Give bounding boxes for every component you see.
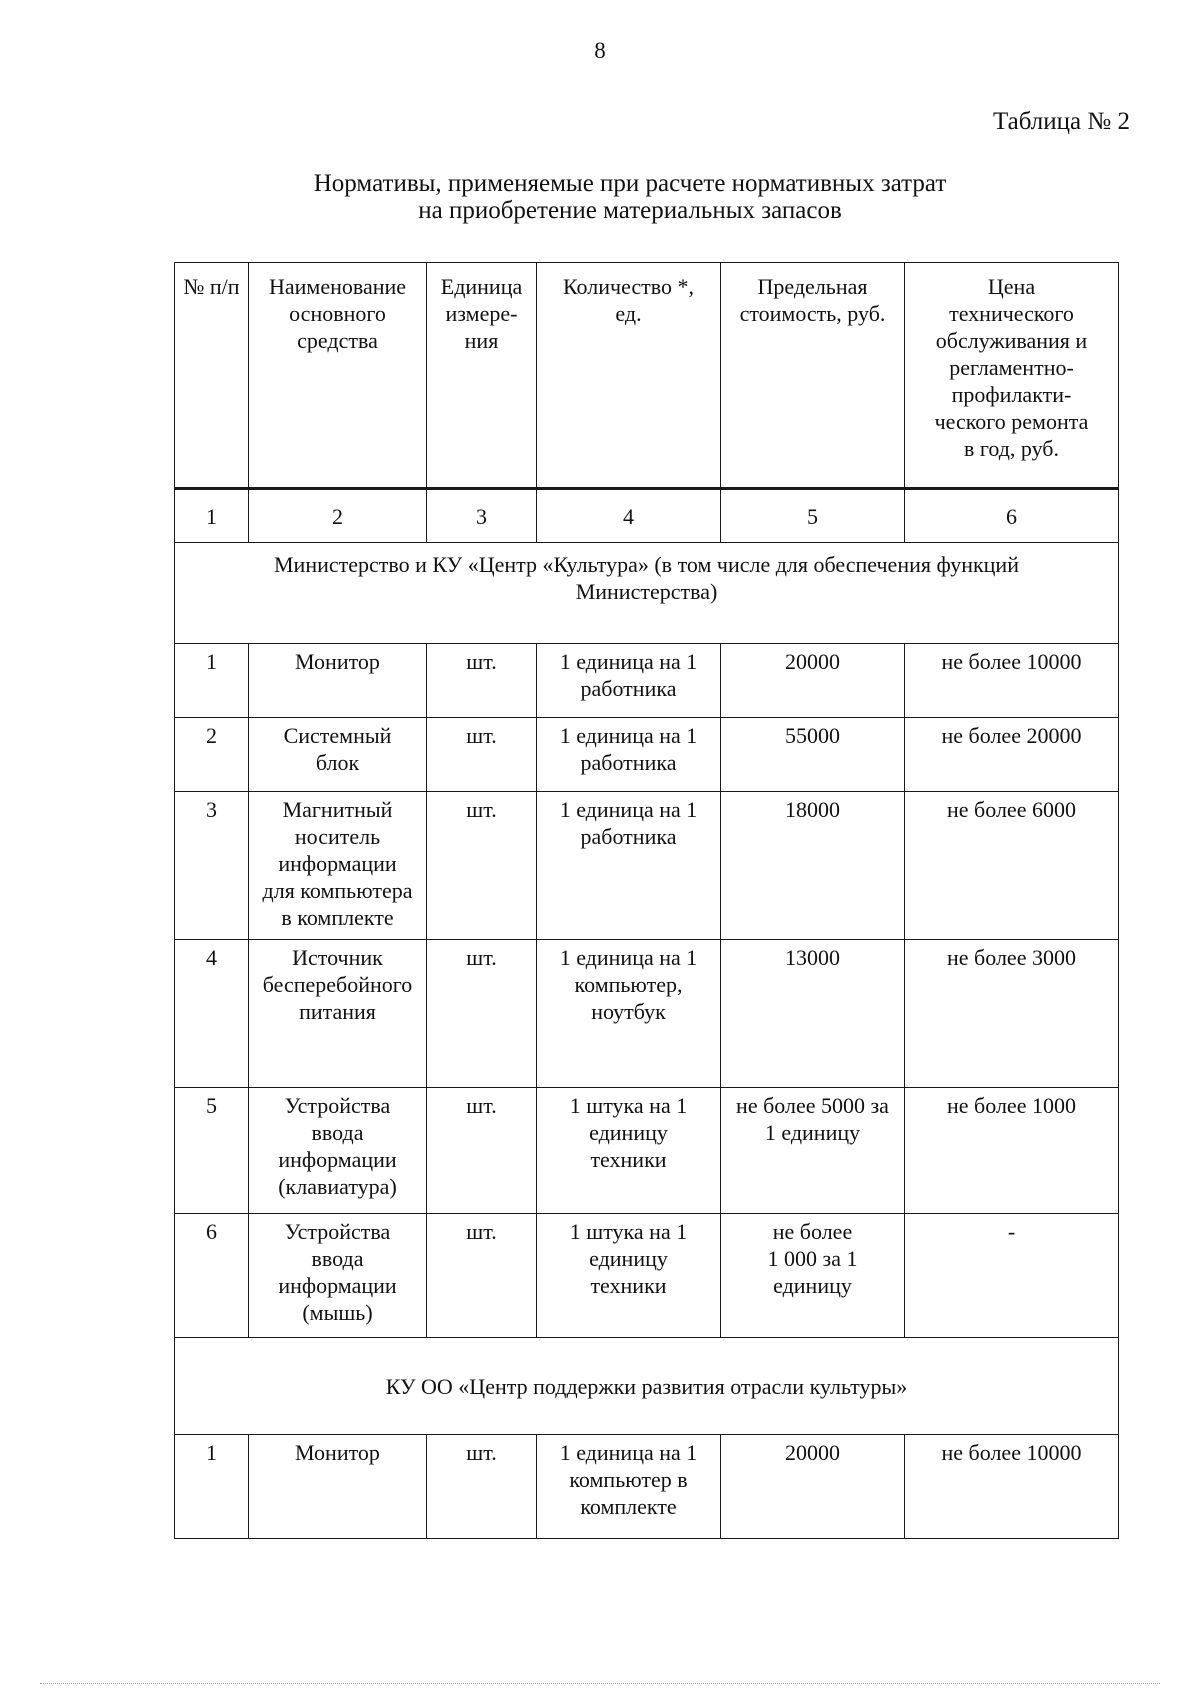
cell-text-line: технического (949, 301, 1074, 326)
row-number-cell: 6 (175, 1214, 249, 1338)
unit-cell: шт. (427, 792, 537, 940)
cell-text-line: регламентно- (949, 355, 1074, 380)
quantity-cell (537, 940, 721, 1088)
row-number-cell: 3 (175, 792, 249, 940)
header-cell-quantity (537, 263, 721, 489)
cell-text-line: профилакти- (951, 382, 1072, 407)
cell-text-line: не более 20000 (941, 723, 1082, 748)
cell-text-line: компьютер в (569, 1467, 688, 1492)
cell-text-line: Монитор (295, 649, 380, 674)
column-number: 1 (175, 489, 249, 543)
item-name-cell (249, 1088, 427, 1214)
max-cost-cell (721, 644, 905, 718)
cell-text-line: единицу (773, 1273, 852, 1298)
cell-text-line: питания (299, 999, 376, 1024)
unit-cell: шт. (427, 1214, 537, 1338)
service-cost-cell (905, 718, 1119, 792)
header-cell-unit (427, 263, 537, 489)
cell-text-line: 20000 (785, 649, 840, 674)
section-heading-center: КУ ОО «Центр поддержки развития отрасли культуры» (175, 1338, 1119, 1435)
cell-text-line: 1 единица на 1 (559, 1440, 698, 1465)
cell-text-line: 1 единицу (764, 1120, 861, 1145)
cell-text-line: Устройства (284, 1093, 391, 1118)
cell-text-line: ноутбук (591, 999, 666, 1024)
cell-text-line: техники (590, 1147, 667, 1172)
cell-text-line: 1 штука на 1 (569, 1093, 688, 1118)
row-number-cell: 2 (175, 718, 249, 792)
cell-text-line: измере- (445, 301, 518, 326)
column-number: 5 (721, 489, 905, 543)
quantity-cell (537, 1214, 721, 1338)
table-row (175, 718, 1119, 792)
max-cost-cell (721, 792, 905, 940)
table-row (175, 1435, 1119, 1539)
max-cost-cell (721, 1435, 905, 1539)
header-cell-service-cost (905, 263, 1119, 489)
cell-text-line: Министерства) (575, 579, 718, 604)
cell-text-line: 1 000 за 1 (767, 1246, 858, 1271)
service-cost-cell (905, 644, 1119, 718)
cell-text-line: работника (580, 824, 677, 849)
unit-cell: шт. (427, 1088, 537, 1214)
cell-text-line: не более 3000 (947, 945, 1076, 970)
table-row (175, 792, 1119, 940)
cell-text-line: 20000 (785, 1440, 840, 1465)
cell-text-line: комплекте (580, 1494, 677, 1519)
table-row (175, 644, 1119, 718)
cell-text-line: Наименование (268, 274, 407, 299)
quantity-cell (537, 792, 721, 940)
cell-text-line: не более (772, 1219, 853, 1244)
cell-text-line: Магнитный (282, 797, 393, 822)
cell-text-line: компьютер, (574, 972, 683, 997)
table-row (175, 1214, 1119, 1338)
cell-text-line: единицу (589, 1246, 668, 1271)
row-number-cell: 1 (175, 1435, 249, 1539)
cell-text-line: единицу (589, 1120, 668, 1145)
cell-text-line: ческого ремонта (934, 409, 1089, 434)
cell-text-line: не более 1000 (947, 1093, 1076, 1118)
cell-text-line: работника (580, 676, 677, 701)
cell-text-line: 18000 (785, 797, 840, 822)
column-number: 6 (905, 489, 1119, 543)
item-name-cell (249, 718, 427, 792)
max-cost-cell (721, 1214, 905, 1338)
table-row (175, 940, 1119, 1088)
service-cost-cell (905, 792, 1119, 940)
max-cost-cell (721, 718, 905, 792)
document-title (240, 170, 1020, 224)
cell-text-line: техники (590, 1273, 667, 1298)
unit-cell: шт. (427, 718, 537, 792)
cell-text-line: Системный (283, 723, 392, 748)
footer-scan-line (40, 1683, 1160, 1684)
cell-text-line: стоимость, руб. (739, 301, 886, 326)
cell-text-line: ед. (615, 301, 642, 326)
cell-text-line: 1 единица на 1 (559, 649, 698, 674)
cell-text-line: Министерство и КУ «Центр «Культура» (в том числе для обеспечения функций (274, 552, 1019, 577)
cell-text-line: Цена (987, 274, 1036, 299)
cell-text-line: работника (580, 750, 677, 775)
item-name-cell (249, 644, 427, 718)
unit-cell: шт. (427, 1435, 537, 1539)
title-line: на приобретение материальных запасов (418, 197, 842, 224)
cell-text-line: не более 5000 за (736, 1093, 889, 1118)
service-cost-cell (905, 940, 1119, 1088)
cell-text-line: основного (289, 301, 386, 326)
section-heading-row (175, 1338, 1119, 1435)
column-number-row (175, 489, 1119, 543)
page-number: 8 (594, 38, 606, 63)
cell-text-line: 1 единица на 1 (559, 945, 698, 970)
item-name-cell (249, 1214, 427, 1338)
cell-text-line: не более 6000 (947, 797, 1076, 822)
cell-text-line: в комплекте (281, 905, 394, 930)
header-cell-max-cost (721, 263, 905, 489)
quantity-cell (537, 718, 721, 792)
cell-text-line: Монитор (295, 1440, 380, 1465)
cell-text-line: Единица (440, 274, 523, 299)
cell-text-line: информации (278, 1273, 397, 1298)
table-row (175, 1088, 1119, 1214)
cell-text-line: Источник (292, 945, 383, 970)
section-heading-row (175, 543, 1119, 644)
table-label: Таблица № 2 (992, 108, 1130, 135)
service-cost-cell (905, 1435, 1119, 1539)
quantity-cell (537, 1088, 721, 1214)
service-cost-cell (905, 1214, 1119, 1338)
max-cost-cell (721, 1088, 905, 1214)
cell-text-line: 1 единица на 1 (559, 797, 698, 822)
cell-text-line: 13000 (785, 945, 840, 970)
header-cell-number: № п/п (175, 263, 249, 489)
cell-text-line: для компьютера (262, 878, 413, 903)
cell-text-line: информации (278, 1147, 397, 1172)
item-name-cell (249, 1435, 427, 1539)
header-row (175, 263, 1119, 489)
service-cost-cell (905, 1088, 1119, 1214)
norms-table (174, 262, 1119, 1539)
row-number-cell: 5 (175, 1088, 249, 1214)
quantity-cell (537, 644, 721, 718)
cell-text-line: Предельная (757, 274, 868, 299)
column-number: 4 (537, 489, 721, 543)
max-cost-cell (721, 940, 905, 1088)
cell-text-line: (мышь) (302, 1300, 373, 1325)
cell-text-line: не более 10000 (941, 649, 1082, 674)
cell-text-line: информации (278, 851, 397, 876)
item-name-cell (249, 792, 427, 940)
cell-text-line: не более 10000 (941, 1440, 1082, 1465)
cell-text-line: ввода (311, 1120, 364, 1145)
cell-text-line: Устройства (284, 1219, 391, 1244)
unit-cell: шт. (427, 940, 537, 1088)
cell-text-line: блок (315, 750, 360, 775)
cell-text-line: обслуживания и (935, 328, 1088, 353)
item-name-cell (249, 940, 427, 1088)
cell-text-line: ввода (311, 1246, 364, 1271)
unit-cell: шт. (427, 644, 537, 718)
cell-text-line: в год, руб. (963, 436, 1060, 461)
cell-text-line: носитель (294, 824, 381, 849)
column-number: 2 (249, 489, 427, 543)
cell-text-line: ния (464, 328, 499, 353)
row-number-cell: 1 (175, 644, 249, 718)
cell-text-line: 1 единица на 1 (559, 723, 698, 748)
cell-text-line: 55000 (785, 723, 840, 748)
cell-text-line: средства (297, 328, 378, 353)
cell-text-line: бесперебойного (262, 972, 413, 997)
column-number: 3 (427, 489, 537, 543)
cell-text-line: - (1007, 1219, 1016, 1244)
header-cell-name (249, 263, 427, 489)
cell-text-line: 1 штука на 1 (569, 1219, 688, 1244)
quantity-cell (537, 1435, 721, 1539)
cell-text-line: (клавиатура) (278, 1174, 397, 1199)
cell-text-line: Количество *, (562, 274, 695, 299)
section-heading-ministry (175, 543, 1119, 644)
title-line: Нормативы, применяемые при расчете нормативных затрат (313, 170, 947, 197)
row-number-cell: 4 (175, 940, 249, 1088)
